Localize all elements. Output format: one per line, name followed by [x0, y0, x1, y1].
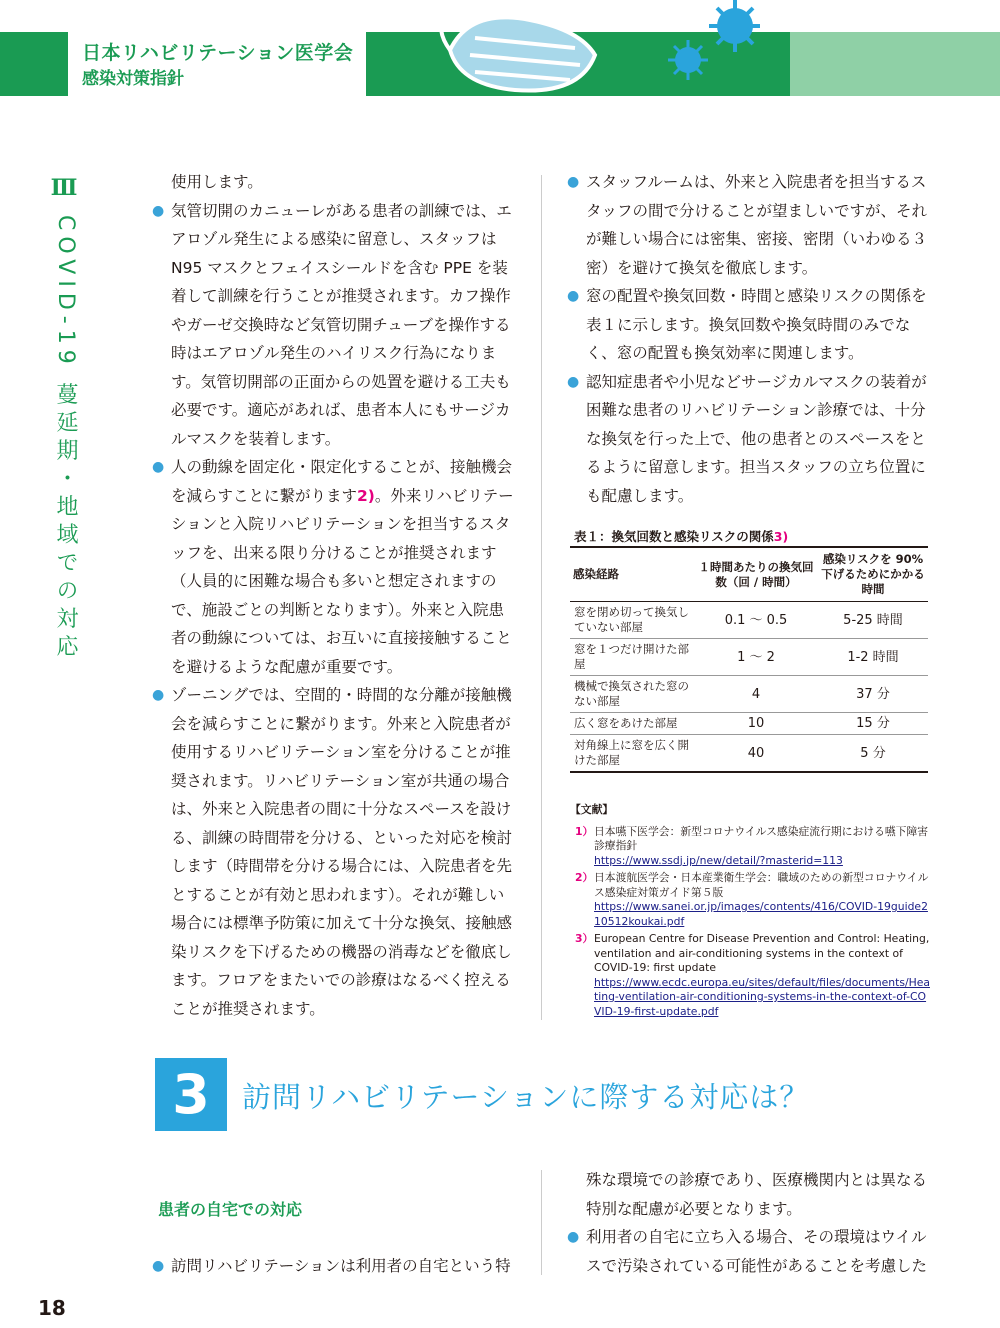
reference-text: European Centre for Disease Prevention and Control: Heating, ventilation and air-conditioning systems in the context of COVID-19: first update [594, 932, 930, 974]
table-cell: 窓を閉め切って換気していない部屋 [570, 602, 694, 639]
reference-item [570, 825, 932, 869]
table-cell: 40 [694, 735, 818, 773]
table-row [570, 639, 928, 676]
reference-number: 3） [575, 932, 594, 945]
right-column [570, 168, 932, 510]
table-cell: 広く窓をあけた部屋 [570, 713, 694, 735]
reference-marker[interactable]: 3) [773, 529, 789, 544]
bullet-paragraph: ● 利用者の自宅に立ち入る場合、その環境はウイルスで汚染されている可能性があることを考慮した [570, 1223, 932, 1280]
table-row [570, 735, 928, 773]
paragraph-text: 。外来リハビリテーションと入院リハビリテーションを担当するスタッフを、出来る限り分けることが推奨されます（人員的に困難な場合も多いと想定されますので、施設ごとの判断となります）。外来と入院患者の動線については、お互いに直接接触することを避けるような配慮が重要です。 [171, 486, 514, 676]
reference-text: 日本嚥下医学会：新型コロナウイルス感染症流行期における嚥下障害診療指針 [594, 824, 929, 852]
table-row [570, 676, 928, 713]
table-cell: 37 分 [818, 676, 928, 713]
table-cell: 5 分 [818, 735, 928, 773]
column-divider [541, 175, 542, 1020]
table-cell: 0.1 ～ 0.5 [694, 602, 818, 639]
left-column [155, 168, 515, 1023]
bullet-paragraph: ● 気管切開のカニューレがある患者の訓練では、エアロゾル発生による感染に留意し、スタッフはN95 マスクとフェイスシールドを含む PPE を装着して訓練を行うことが推奨されます。カフ操作やガーゼ交換時など気管切開チューブを操作する時はエアロゾル発生のハイリスク行為になります。気管切開部の正面からの処置を避ける工夫も必要です。適応があれば、患者本人にもサージカルマスクを装着します。 [155, 197, 515, 454]
reference-link[interactable]: https://www.ssdj.jp/new/detail/?masterid=113 [594, 853, 843, 867]
chapter-side-title [44, 175, 84, 663]
bullet-paragraph: ● ゾーニングでは、空間的・時間的な分離が接触機会を減らすことに繋がります。外来と入院患者が使用するリハビリテーション室を分けることが推奨されます。リハビリテーション室が共通の場合は、外来と入院患者の間に十分なスペースを設ける、訓練の時間帯を分ける、といった対応を検討します（時間帯を分ける場合には、入院患者を先とすることが有効と思われます）。それが難しい場合には標準予防策に加えて十分な換気、接触感染リスクを下げるための機器の消毒などを徹底します。フロアをまたいでの診療はなるべく控えることが推奨されます。 [155, 681, 515, 1023]
column-header: １時間あたりの換気回数（回 / 時間） [694, 547, 818, 602]
section-number-badge: 3 [155, 1058, 227, 1131]
table-cell: 1 ～ 2 [694, 639, 818, 676]
table-row [570, 713, 928, 735]
reference-link[interactable]: https://www.sanei.or.jp/images/contents/416/COVID-19guide210512koukai.pdf [594, 900, 928, 928]
column-divider [541, 1170, 542, 1275]
bullet-paragraph [155, 453, 515, 681]
references [570, 803, 932, 1022]
table-cell: 10 [694, 713, 818, 735]
table-cell: 15 分 [818, 713, 928, 735]
table-header-row [570, 547, 928, 602]
header-band-light [790, 32, 1000, 96]
face-mask-icon [441, 12, 595, 91]
paragraph: 殊な環境での診療であり、医療機関内とは異なる特別な配慮が必要となります。 [586, 1171, 928, 1218]
reference-marker[interactable]: 2) [357, 486, 375, 505]
bullet-paragraph: ● 認知症患者や小児などサージカルマスクの装着が困難な患者のリハビリテーション診療では、十分な換気を行った上で、他の患者とのスペースをとるように留意します。担当スタッフの立ち位置にも配慮します。 [570, 368, 932, 511]
section3-right-column [570, 1166, 932, 1280]
reference-link[interactable]: https://www.ecdc.europa.eu/sites/default/files/documents/Heating-ventilation-air-conditioning-systems-in-the-context-of-COVID-19-first-update.pdf [594, 975, 930, 1018]
reference-number: 1） [575, 824, 594, 838]
chapter-title: COVID-19 蔓延期・地域での対応 [53, 215, 78, 663]
page-header [0, 0, 1000, 97]
virus-icon [668, 0, 760, 80]
mask-virus-illustration [430, 0, 760, 97]
paragraph: 使用します。 [171, 173, 263, 191]
reference-item [570, 932, 932, 1019]
document-subtitle: 感染対策指針 [82, 69, 184, 89]
page-number: 18 [38, 1296, 66, 1320]
table-cell: 機械で換気された窓のない部屋 [570, 676, 694, 713]
references-heading: 【文献】 [570, 803, 614, 816]
section3-left-column [155, 1252, 515, 1281]
table-caption [574, 527, 788, 545]
table-cell: 5-25 時間 [818, 602, 928, 639]
table-cell: 窓を１つだけ開けた部屋 [570, 639, 694, 676]
table-cell: 4 [694, 676, 818, 713]
bullet-paragraph: ● 窓の配置や換気回数・時間と感染リスクの関係を表１に示します。換気回数や換気時間のみでなく、窓の配置も換気効率に関連します。 [570, 282, 932, 368]
table-cell: 1-2 時間 [818, 639, 928, 676]
paragraph-text: 人の動線を固定化・限定化することが、接触機会を減らすことに繋がります [171, 458, 513, 505]
chapter-number: Ⅲ [50, 175, 78, 201]
subsection-heading: 患者の自宅での対応 [158, 1200, 303, 1219]
bullet-paragraph: ● 訪問リハビリテーションは利用者の自宅という特 [155, 1252, 515, 1281]
reference-text: 日本渡航医学会・日本産業衛生学会：職域のための新型コロナウイルス感染症対策ガイド第５版 [594, 871, 929, 899]
section-title: 訪問リハビリテーションに際する対応は？ [242, 1080, 810, 1114]
column-header: 感染リスクを 90% 下げるためにかかる時間 [818, 547, 928, 602]
ventilation-table [570, 546, 928, 773]
bullet-paragraph: ● スタッフルームは、外来と入院患者を担当するスタッフの間で分けることが望ましいですが、それが難しい場合には密集、密接、密閉（いわゆる３密）を避けて換気を徹底します。 [570, 168, 932, 282]
reference-number: 2） [575, 871, 594, 884]
table-cell: 対角線上に窓を広く開けた部屋 [570, 735, 694, 773]
reference-item [570, 871, 932, 929]
organization-name: 日本リハビリテーション医学会 [82, 42, 354, 64]
table-row [570, 602, 928, 639]
table-caption-text: 表１：換気回数と感染リスクの関係 [574, 529, 774, 544]
column-header: 感染経路 [570, 547, 694, 602]
